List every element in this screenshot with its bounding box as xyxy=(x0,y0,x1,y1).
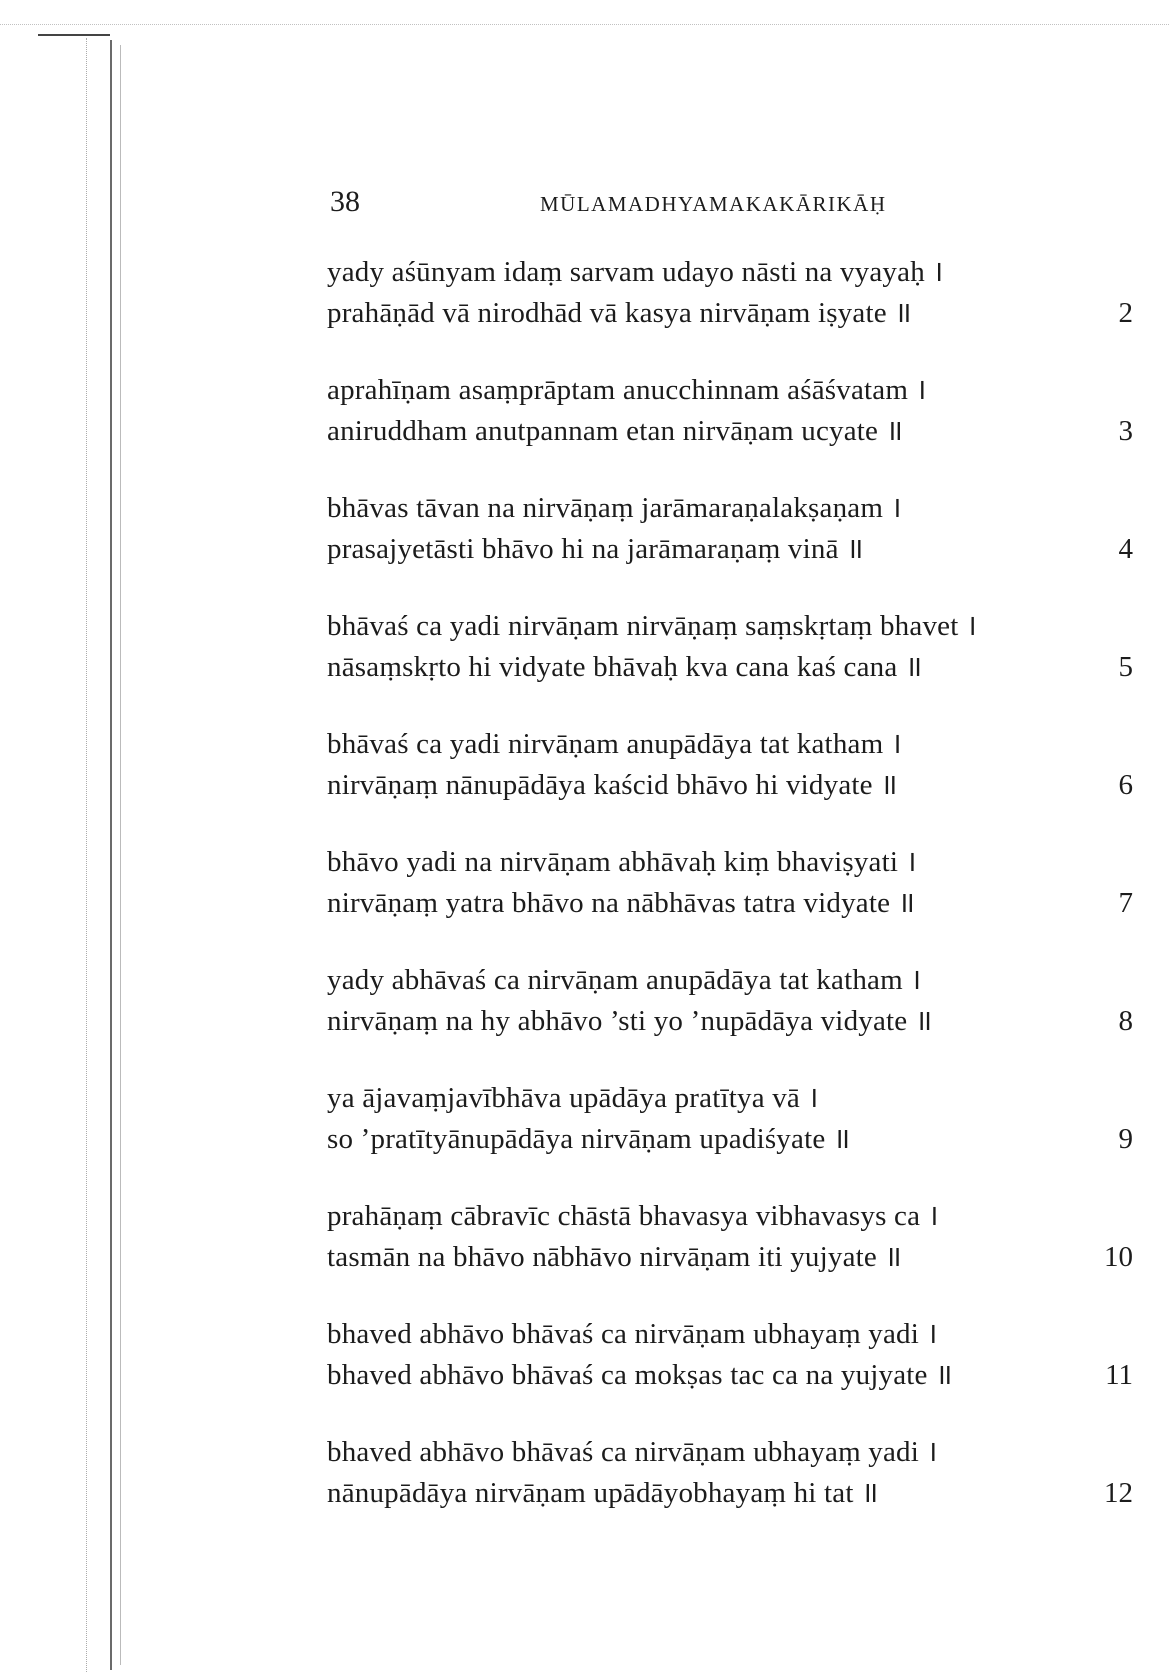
verse-number: 12 xyxy=(1104,1477,1133,1509)
verse-line-2: nāsaṃskṛto hi vidyate bhāvaḥ kva cana kaś cana ॥ xyxy=(327,651,923,683)
scan-binding-edge-thin xyxy=(120,45,121,1665)
scan-corner-mark xyxy=(38,34,110,36)
verse-number: 7 xyxy=(1118,887,1133,919)
verse-line-2: nānupādāya nirvāṇam upādāyobhayaṃ hi tat ॥ xyxy=(327,1477,879,1509)
verse-line-2: tasmān na bhāvo nābhāvo nirvāṇam iti yujyate ॥ xyxy=(327,1241,902,1273)
verse-line-2: nirvāṇaṃ na hy abhāvo ’sti yo ’nupādāya vidyate ॥ xyxy=(327,1005,933,1037)
verse-12 xyxy=(327,1432,1133,1550)
verse-5 xyxy=(327,606,1133,724)
scan-gutter-dots xyxy=(86,38,88,1672)
page-number: 38 xyxy=(330,185,360,218)
verse-7 xyxy=(327,842,1133,960)
verse-11 xyxy=(327,1314,1133,1432)
verse-line-1: ya ājavaṃjavībhāva upādāya pratītya vā । xyxy=(327,1082,819,1114)
verse-line-1: bhaved abhāvo bhāvaś ca nirvāṇam ubhayaṃ yadi । xyxy=(327,1436,938,1468)
verse-line-2: nirvāṇaṃ nānupādāya kaścid bhāvo hi vidyate ॥ xyxy=(327,769,898,801)
verse-number: 8 xyxy=(1118,1005,1133,1037)
verse-3 xyxy=(327,370,1133,488)
verse-number: 4 xyxy=(1118,533,1133,565)
verse-2 xyxy=(327,252,1133,370)
verse-line-1: bhāvaś ca yadi nirvāṇam nirvāṇaṃ saṃskṛtaṃ bhavet । xyxy=(327,610,978,642)
verse-number: 3 xyxy=(1118,415,1133,447)
scan-top-edge xyxy=(0,0,1169,25)
verse-6 xyxy=(327,724,1133,842)
verse-line-1: aprahīṇam asaṃprāptam anucchinnam aśāśvatam । xyxy=(327,374,927,406)
verse-line-1: yady aśūnyam idaṃ sarvam udayo nāsti na vyayaḥ । xyxy=(327,256,944,288)
verse-number: 5 xyxy=(1118,651,1133,683)
scan-binding-edge xyxy=(110,40,112,1670)
verse-4 xyxy=(327,488,1133,606)
verse-line-2: prahāṇād vā nirodhād vā kasya nirvāṇam iṣyate ॥ xyxy=(327,297,912,329)
verse-line-2: prasajyetāsti bhāvo hi na jarāmaraṇaṃ vinā ॥ xyxy=(327,533,864,565)
page-header xyxy=(330,182,1130,222)
verse-line-2: nirvāṇaṃ yatra bhāvo na nābhāvas tatra vidyate ॥ xyxy=(327,887,916,919)
verse-list xyxy=(327,252,1133,1550)
verse-9 xyxy=(327,1078,1133,1196)
verse-line-1: prahāṇaṃ cābravīc chāstā bhavasya vibhavasys ca । xyxy=(327,1200,939,1232)
verse-line-1: bhāvas tāvan na nirvāṇaṃ jarāmaraṇalakṣaṇam । xyxy=(327,492,902,524)
verse-10 xyxy=(327,1196,1133,1314)
verse-number: 9 xyxy=(1118,1123,1133,1155)
verse-line-2: aniruddham anutpannam etan nirvāṇam ucyate ॥ xyxy=(327,415,904,447)
verse-line-1: bhāvaś ca yadi nirvāṇam anupādāya tat katham । xyxy=(327,728,902,760)
verse-number: 2 xyxy=(1118,297,1133,329)
verse-line-1: yady abhāvaś ca nirvāṇam anupādāya tat katham । xyxy=(327,964,922,996)
verse-line-2: bhaved abhāvo bhāvaś ca mokṣas tac ca na yujyate ॥ xyxy=(327,1359,953,1391)
verse-number: 6 xyxy=(1118,769,1133,801)
verse-line-2: so ’pratītyānupādāya nirvāṇam upadiśyate ॥ xyxy=(327,1123,851,1155)
running-title: MŪLAMADHYAMAKAKĀRIKĀḤ xyxy=(540,192,887,216)
verse-8 xyxy=(327,960,1133,1078)
verse-number: 11 xyxy=(1105,1359,1133,1391)
verse-line-1: bhaved abhāvo bhāvaś ca nirvāṇam ubhayaṃ yadi । xyxy=(327,1318,938,1350)
verse-line-1: bhāvo yadi na nirvāṇam abhāvaḥ kiṃ bhaviṣyati । xyxy=(327,846,917,878)
verse-number: 10 xyxy=(1104,1241,1133,1273)
